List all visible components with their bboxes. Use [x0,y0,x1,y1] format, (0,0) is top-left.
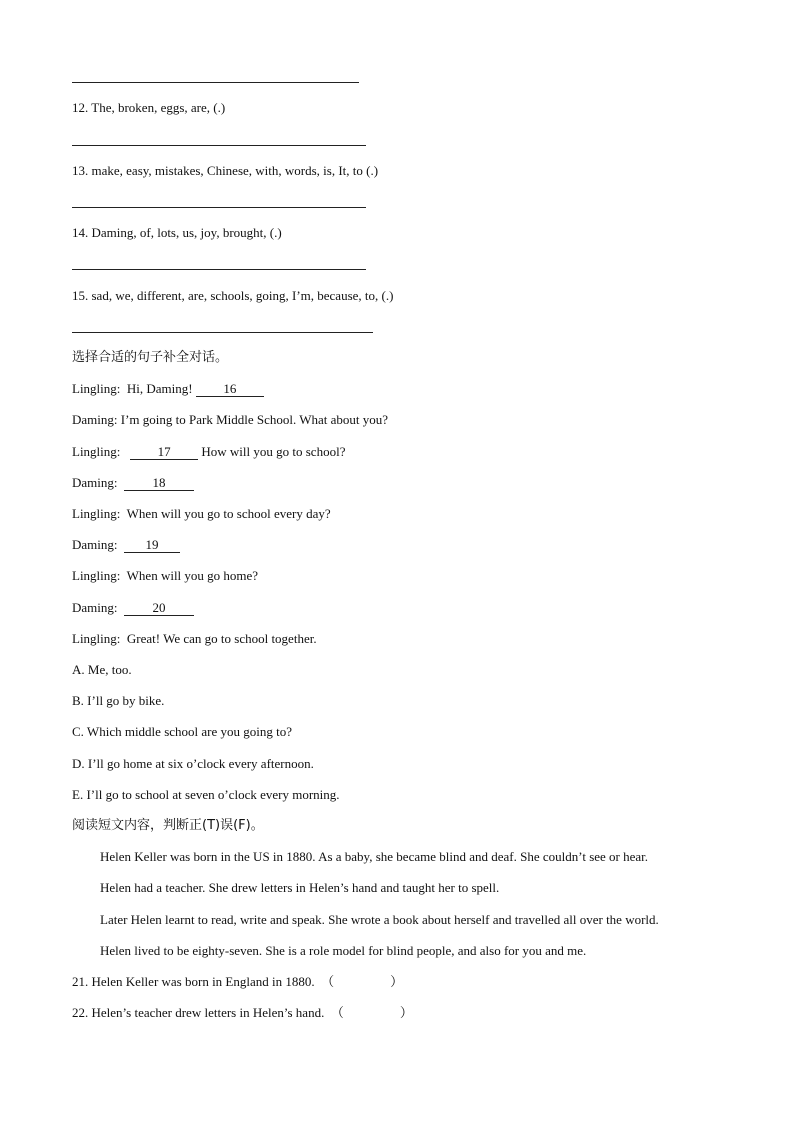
question-text: 21. Helen Keller was born in England in 1880. [72,974,315,989]
blank-17[interactable]: 17 [130,445,198,460]
question-text: 22. Helen’s teacher drew letters in Helen’s hand. [72,1005,325,1020]
answer-line-13[interactable] [72,207,366,208]
speaker: Daming: [72,475,118,490]
dialogue-text: When will you go home? [126,568,259,583]
question-words: sad, we, different, are, schools, going, I’m, because, to, (.) [91,288,394,303]
speaker: Lingling: [72,444,121,459]
blank-20[interactable]: 20 [124,601,194,616]
answer-paren-close: ） [390,974,404,989]
option-c: C. Which middle school are you going to? [72,724,292,739]
speaker: Lingling: [72,381,121,396]
answer-line-11[interactable] [72,82,359,83]
reading-paragraph-1: Helen Keller was born in the US in 1880. As a baby, she became blind and deaf. She couldn’t see or hear. [100,849,649,864]
speaker: Lingling: [72,631,121,646]
option-e: E. I’ll go to school at seven o’clock every morning. [72,787,340,802]
speaker: Lingling: [72,568,121,583]
dialogue-text: When will you go to school every day? [126,506,331,521]
option-b: B. I’ll go by bike. [72,693,165,708]
question-number: 13. [72,163,89,178]
answer-paren-open: （ [330,1005,344,1020]
dialogue-text: I’m going to Park Middle School. What about you? [120,412,389,427]
reading-paragraph-3: Later Helen learnt to read, write and speak. She wrote a book about herself and travelled all over the world. [100,912,659,927]
tf-question-21 [72,974,403,990]
dialogue-line-7 [72,568,258,584]
speaker: Daming: [72,537,118,552]
reading-paragraph-4: Helen lived to be eighty-seven. She is a role model for blind people, and also for you and me. [100,943,587,958]
answer-line-14[interactable] [72,269,366,270]
dialogue-line-9 [72,631,317,647]
option-a: A. Me, too. [72,662,132,677]
dialogue-text-after: How will you go to school? [201,444,346,459]
speaker: Daming: [72,412,118,427]
question-number: 15. [72,288,89,303]
tf-question-22 [72,1005,413,1021]
answer-paren-close: ） [399,1005,413,1020]
dialogue-line-4 [72,475,194,491]
question-words: Daming, of, lots, us, joy, brought, (.) [91,225,282,240]
speaker: Lingling: [72,506,121,521]
question-number: 14. [72,225,89,240]
answer-line-15[interactable] [72,332,373,333]
reading-paragraph-2: Helen had a teacher. She drew letters in Helen’s hand and taught her to spell. [100,880,500,895]
dialogue-line-3 [72,444,345,460]
blank-16[interactable]: 16 [196,382,264,397]
reorder-question-12 [72,100,225,116]
answer-line-12[interactable] [72,145,366,146]
blank-18[interactable]: 18 [124,476,194,491]
dialogue-line-1 [72,381,264,397]
blank-19[interactable]: 19 [124,538,180,553]
reorder-question-14 [72,225,282,241]
question-words: make, easy, mistakes, Chinese, with, words, is, It, to (.) [91,163,379,178]
reading-instruction: 阅读短文内容，判断正(T)误(F)。 [72,818,264,833]
question-words: The, broken, eggs, are, (.) [91,100,226,115]
dialogue-instruction: 选择合适的句子补全对话。 [72,350,229,365]
dialogue-text: Great! We can go to school together. [126,631,317,646]
dialogue-line-5 [72,506,331,522]
dialogue-line-6 [72,537,180,553]
option-d: D. I’ll go home at six o’clock every afternoon. [72,756,314,771]
answer-paren-open: （ [321,974,335,989]
reorder-question-15 [72,288,393,304]
reorder-question-13 [72,163,378,179]
dialogue-text: Hi, Daming! [126,381,193,396]
dialogue-line-8 [72,600,194,616]
question-number: 12. [72,100,89,115]
dialogue-line-2 [72,412,388,428]
speaker: Daming: [72,600,118,615]
